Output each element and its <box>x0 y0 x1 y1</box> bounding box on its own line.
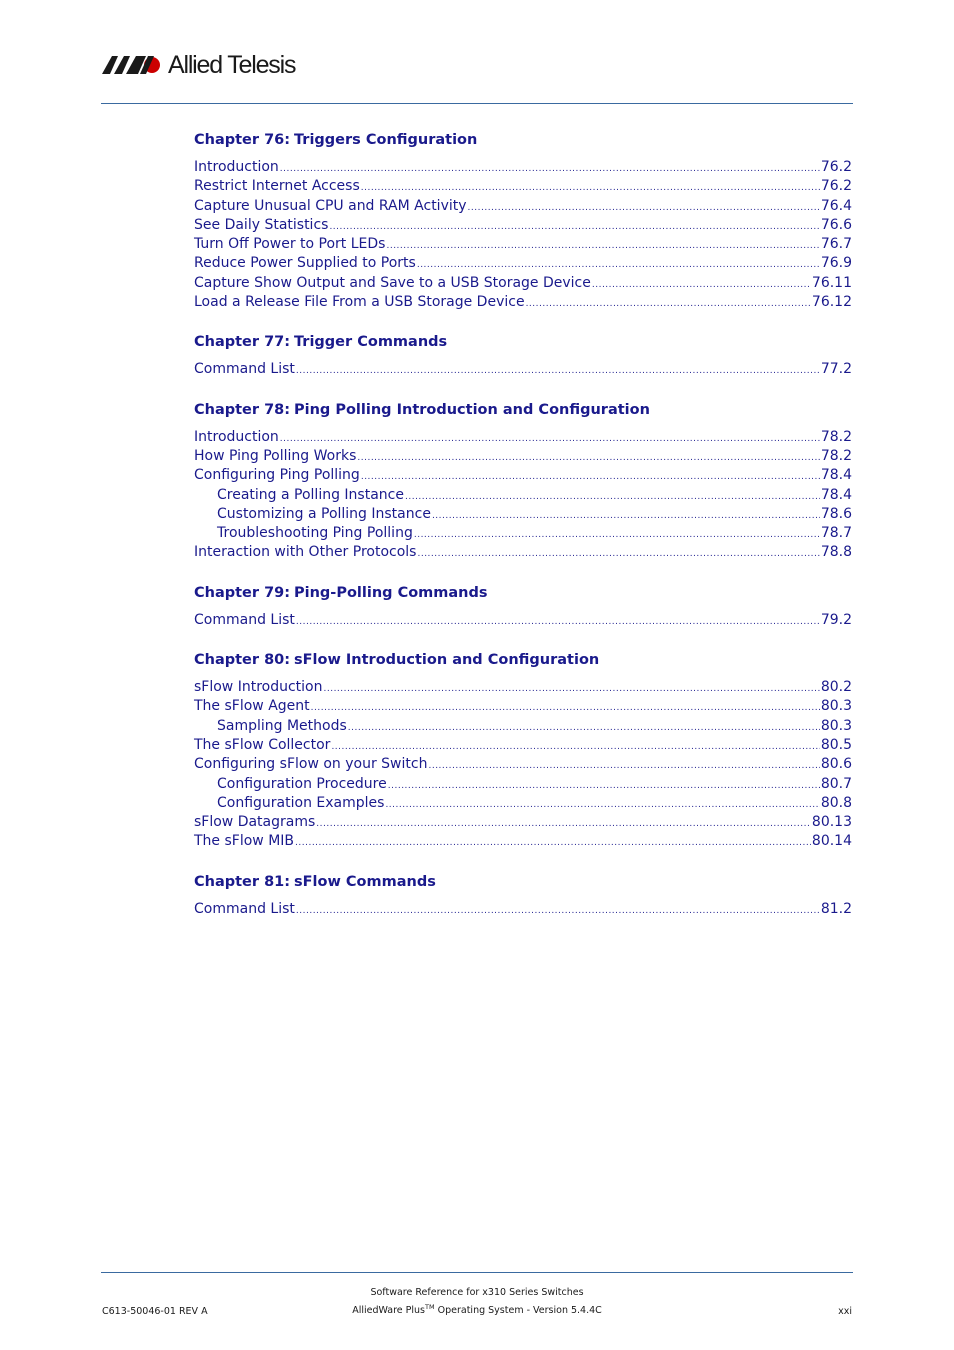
toc-entry-title: sFlow Datagrams <box>194 814 316 831</box>
toc-entry[interactable] <box>194 794 852 813</box>
toc-entry[interactable] <box>194 736 852 755</box>
chapter-number: Chapter 78: <box>194 401 291 418</box>
dot-leader <box>296 902 820 921</box>
toc-entry-page: 78.8 <box>820 544 852 561</box>
chapter-number: Chapter 80: <box>194 652 291 669</box>
chapter-entries <box>194 900 852 919</box>
logo-text: Allied Telesis <box>168 51 296 79</box>
dot-leader <box>385 796 819 815</box>
chapter-heading[interactable] <box>194 398 852 422</box>
dot-leader <box>280 430 820 449</box>
toc-entry-title: Troubleshooting Ping Polling <box>217 525 413 542</box>
toc-entry[interactable] <box>194 775 852 794</box>
chapter-number: Chapter 77: <box>194 334 291 351</box>
dot-leader <box>388 777 820 796</box>
chapter-number: Chapter 81: <box>194 873 291 890</box>
toc-entry[interactable] <box>194 717 852 736</box>
chapter-heading[interactable] <box>194 581 852 605</box>
toc-entry[interactable] <box>194 254 852 273</box>
toc-entry-page: 76.12 <box>811 294 852 311</box>
allied-telesis-logo-icon <box>102 54 164 76</box>
toc-entry-title: Customizing a Polling Instance <box>217 505 431 522</box>
chapter-entries <box>194 611 852 630</box>
toc-entry-title: Restrict Internet Access <box>194 178 360 195</box>
toc-entry-title: Introduction <box>194 428 279 445</box>
toc-entry-title: Configuring sFlow on your Switch <box>194 756 428 773</box>
toc-entry[interactable] <box>194 900 852 919</box>
toc-entry-title: Load a Release File From a USB Storage Device <box>194 294 525 311</box>
chapter-entries <box>194 428 852 563</box>
dot-leader <box>428 757 819 776</box>
toc-entry-page: 76.11 <box>811 274 852 291</box>
chapter-title: sFlow Introduction and Configuration <box>294 652 600 669</box>
toc-entry-title: The sFlow Agent <box>194 698 310 715</box>
toc-entry-page: 78.2 <box>820 447 852 464</box>
dot-leader <box>526 295 811 314</box>
chapter-number: Chapter 76: <box>194 132 291 148</box>
dot-leader <box>468 199 820 218</box>
toc-entry-title: Introduction <box>194 159 279 175</box>
toc-entry-page: 76.6 <box>820 216 852 233</box>
chapter-title: Trigger Commands <box>294 334 448 351</box>
toc-entry[interactable] <box>194 293 852 312</box>
toc-entry-title: Command List <box>194 611 295 628</box>
chapter-title: sFlow Commands <box>294 873 436 890</box>
toc-entry[interactable] <box>194 611 852 630</box>
toc-entry[interactable] <box>194 678 852 697</box>
toc-entry-page: 77.2 <box>820 361 852 378</box>
footer-rule <box>101 1272 853 1273</box>
toc-entry-title: Sampling Methods <box>217 717 347 734</box>
dot-leader <box>280 160 820 179</box>
chapter-title: Triggers Configuration <box>294 132 478 148</box>
toc-entry-page: 80.5 <box>820 736 852 753</box>
toc-entry-title: Configuration Examples <box>217 794 385 811</box>
toc-entry-page: 76.7 <box>820 236 852 253</box>
footer-title: Software Reference for x310 Series Switches <box>370 1287 584 1298</box>
toc-entry-page: 76.2 <box>820 159 852 175</box>
toc-entry[interactable] <box>194 505 852 524</box>
footer-subtitle: AlliedWare Plus™ Operating System - Version 5.4.4C <box>352 1303 602 1317</box>
dot-leader <box>357 449 819 468</box>
chapter-entries <box>194 360 852 379</box>
toc-entry[interactable] <box>194 486 852 505</box>
dot-leader <box>329 218 819 237</box>
toc-entry-page: 76.9 <box>820 255 852 272</box>
toc-entry-page: 80.7 <box>820 775 852 792</box>
toc-entry[interactable] <box>194 447 852 466</box>
toc-entry-title: Interaction with Other Protocols <box>194 544 417 561</box>
chapter-title: Ping Polling Introduction and Configuration <box>294 401 650 418</box>
dot-leader <box>296 362 820 381</box>
toc-entry[interactable] <box>194 216 852 235</box>
toc-entry-page: 81.2 <box>820 900 852 917</box>
toc-entry[interactable] <box>194 197 852 216</box>
chapter-number: Chapter 79: <box>194 584 291 601</box>
chapter-entries <box>194 678 852 852</box>
toc-entry[interactable] <box>194 813 852 832</box>
toc-entry-title: Command List <box>194 900 295 917</box>
toc-entry-page: 79.2 <box>820 611 852 628</box>
toc-entry-title: How Ping Polling Works <box>194 447 357 464</box>
toc-entry-page: 80.2 <box>820 679 852 696</box>
toc-entry[interactable] <box>194 177 852 196</box>
toc-entry-page: 80.3 <box>820 698 852 715</box>
dot-leader <box>405 488 820 507</box>
footer-doc-id: C613-50046-01 REV A <box>102 1306 208 1317</box>
toc-entry-title: Creating a Polling Instance <box>217 486 404 503</box>
toc-entry-page: 76.2 <box>820 178 852 195</box>
toc-entry[interactable] <box>194 428 852 447</box>
toc-entry-page: 78.6 <box>820 505 852 522</box>
toc-entry-title: The sFlow MIB <box>194 833 295 850</box>
toc-entry-title: Reduce Power Supplied to Ports <box>194 255 416 272</box>
toc-entry[interactable] <box>194 360 852 379</box>
toc-entry[interactable] <box>194 274 852 293</box>
dot-leader <box>323 680 819 699</box>
toc-entry-page: 78.4 <box>820 486 852 503</box>
toc-entry-title: Configuring Ping Polling <box>194 467 360 484</box>
chapter-heading[interactable] <box>194 330 852 354</box>
toc-entry-page: 78.4 <box>820 467 852 484</box>
table-of-contents <box>194 128 852 937</box>
toc-entry-page: 80.6 <box>820 756 852 773</box>
toc-entry-page: 80.14 <box>811 833 852 850</box>
dot-leader <box>296 613 820 632</box>
toc-entry[interactable] <box>194 524 852 543</box>
dot-leader <box>432 507 820 526</box>
company-logo <box>102 50 295 80</box>
toc-entry-title: Configuration Procedure <box>217 775 387 792</box>
dot-leader <box>592 276 811 295</box>
toc-entry[interactable] <box>194 466 852 485</box>
chapter-heading[interactable] <box>194 648 852 672</box>
chapter-heading[interactable] <box>194 128 852 152</box>
toc-entry-page: 80.3 <box>820 717 852 734</box>
toc-entry[interactable] <box>194 235 852 254</box>
toc-entry-page: 78.2 <box>820 428 852 445</box>
toc-entry-title: sFlow Introduction <box>194 679 323 696</box>
toc-entry[interactable] <box>194 832 852 851</box>
toc-entry-page: 76.4 <box>820 197 852 214</box>
header-rule <box>101 103 853 104</box>
chapter-heading[interactable] <box>194 870 852 894</box>
toc-entry-page: 78.7 <box>820 525 852 542</box>
toc-entry-title: Capture Unusual CPU and RAM Activity <box>194 197 467 214</box>
toc-entry-title: Command List <box>194 361 295 378</box>
toc-entry-title: The sFlow Collector <box>194 736 331 753</box>
toc-entry[interactable] <box>194 697 852 716</box>
chapter-entries <box>194 158 852 312</box>
footer-page-number: xxi <box>838 1306 852 1317</box>
toc-entry[interactable] <box>194 543 852 562</box>
toc-entry-page: 80.13 <box>811 814 852 831</box>
toc-entry-page: 80.8 <box>820 794 852 811</box>
toc-entry-title: See Daily Statistics <box>194 216 329 233</box>
dot-leader <box>361 468 820 487</box>
dot-leader <box>311 699 820 718</box>
dot-leader <box>316 815 811 834</box>
toc-entry-title: Capture Show Output and Save to a USB Storage Device <box>194 274 591 291</box>
toc-entry[interactable] <box>194 158 852 177</box>
dot-leader <box>386 237 819 256</box>
dot-leader <box>348 719 820 738</box>
dot-leader <box>295 834 811 853</box>
toc-entry-title: Turn Off Power to Port LEDs <box>194 236 386 253</box>
dot-leader <box>414 526 820 545</box>
chapter-title: Ping-Polling Commands <box>294 584 488 601</box>
dot-leader <box>417 545 819 564</box>
toc-entry[interactable] <box>194 755 852 774</box>
